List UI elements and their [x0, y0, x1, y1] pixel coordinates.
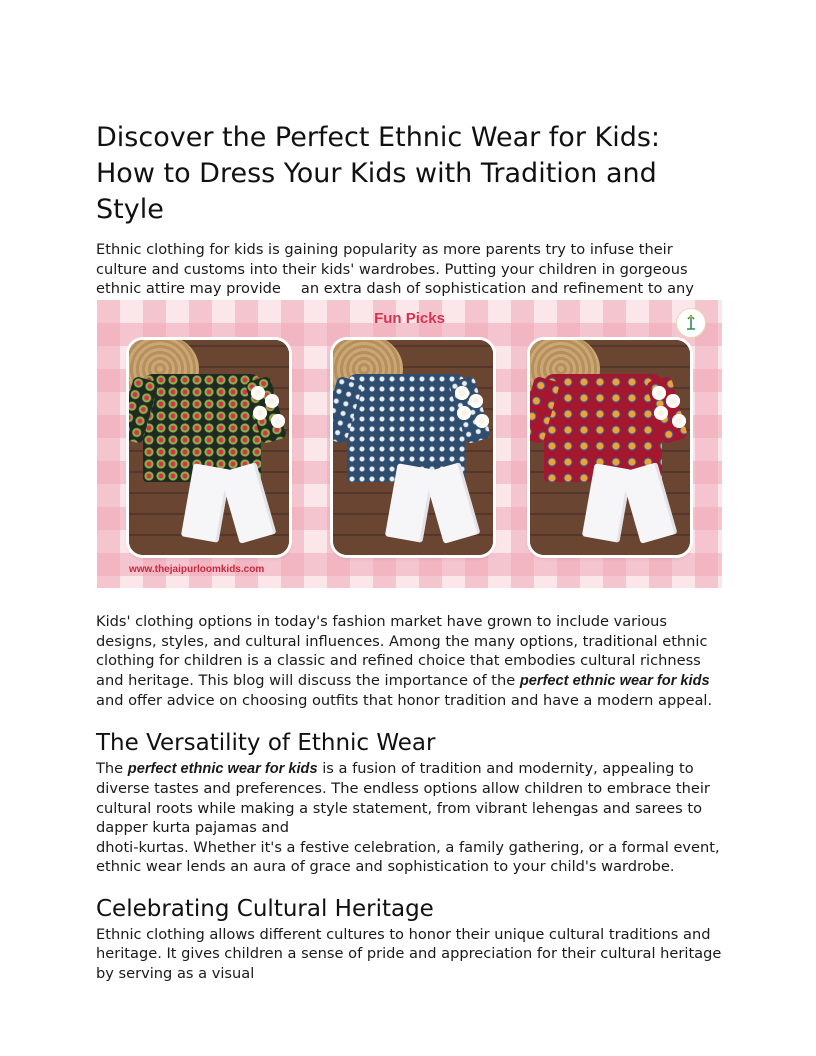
versatility-text-start: The: [96, 759, 128, 777]
overview-text-end: and offer advice on choosing outfits that honor tradition and have a modern appeal.: [96, 692, 713, 709]
section-heading-heritage: Celebrating Cultural Heritage: [96, 895, 434, 922]
section-heading-versatility: The Versatility of Ethnic Wear: [96, 729, 436, 756]
product-card-green-kurta: [129, 340, 289, 555]
overview-paragraph: [96, 612, 722, 711]
white-flowers-image: [451, 384, 493, 442]
banner-website-url: www.thejaipurloomkids.com: [129, 564, 265, 575]
versatility-paragraph: [96, 759, 722, 838]
heritage-paragraph: Ethnic clothing allows different cultures to honor their unique cultural traditions and heritage. It gives children a sense of pride and appreciation for their cultural heritage by serving as a visual: [96, 925, 722, 982]
white-pajama-image: [391, 466, 491, 544]
logo-glyph-icon: [683, 313, 699, 333]
versatility-text: is a fusion of tradition and modernity, appealing to diverse tastes and preferences. The endless options allow children to embrace their cultural roots while making a style statement, from vibrant lehengas and sarees to dapper kurta pajamas and: [96, 759, 710, 836]
product-card-red-kurta: [530, 340, 690, 555]
white-flowers-image: [648, 384, 690, 442]
keyword-emphasis: perfect ethnic wear for kids: [519, 672, 710, 689]
versatility-paragraph-2: dhoti-kurtas. Whether it's a festive celebration, a family gathering, or a formal event, ethnic wear lends an aura of grace and sophistication to your child's wardrobe.: [96, 838, 720, 875]
article: [96, 120, 722, 298]
intro-text-1: Ethnic clothing for kids is gaining popularity as more parents try to infuse their culture and customs into their kids' wardrobes. Putting your children in gorgeous ethnic attire may provide: [96, 241, 688, 297]
intro-paragraph: [96, 240, 722, 298]
jaipur-loom-logo-icon: [676, 308, 706, 338]
article-body: [96, 612, 722, 983]
intro-text-2: an extra dash of sophistication and refinement to any: [300, 280, 694, 297]
banner-title: Fun Picks: [374, 310, 445, 327]
white-flowers-image: [247, 384, 289, 442]
intro-paragraph-clip: [96, 240, 722, 298]
keyword-emphasis: perfect ethnic wear for kids: [127, 760, 318, 777]
white-pajama-image: [187, 466, 287, 544]
product-card-blue-kurta: [333, 340, 493, 555]
overview-text: Kids' clothing options in today's fashion market have grown to include various designs, styles, and cultural influences. Among the many options, traditional ethnic clothing for children is a classic and refined choice that embodies cultural richness and heritage. This blog will discuss the importance of the: [96, 613, 708, 689]
white-pajama-image: [588, 466, 688, 544]
fun-picks-banner: [97, 300, 722, 588]
article-title: Discover the Perfect Ethnic Wear for Kids: How to Dress Your Kids with Tradition and Style: [96, 122, 661, 225]
